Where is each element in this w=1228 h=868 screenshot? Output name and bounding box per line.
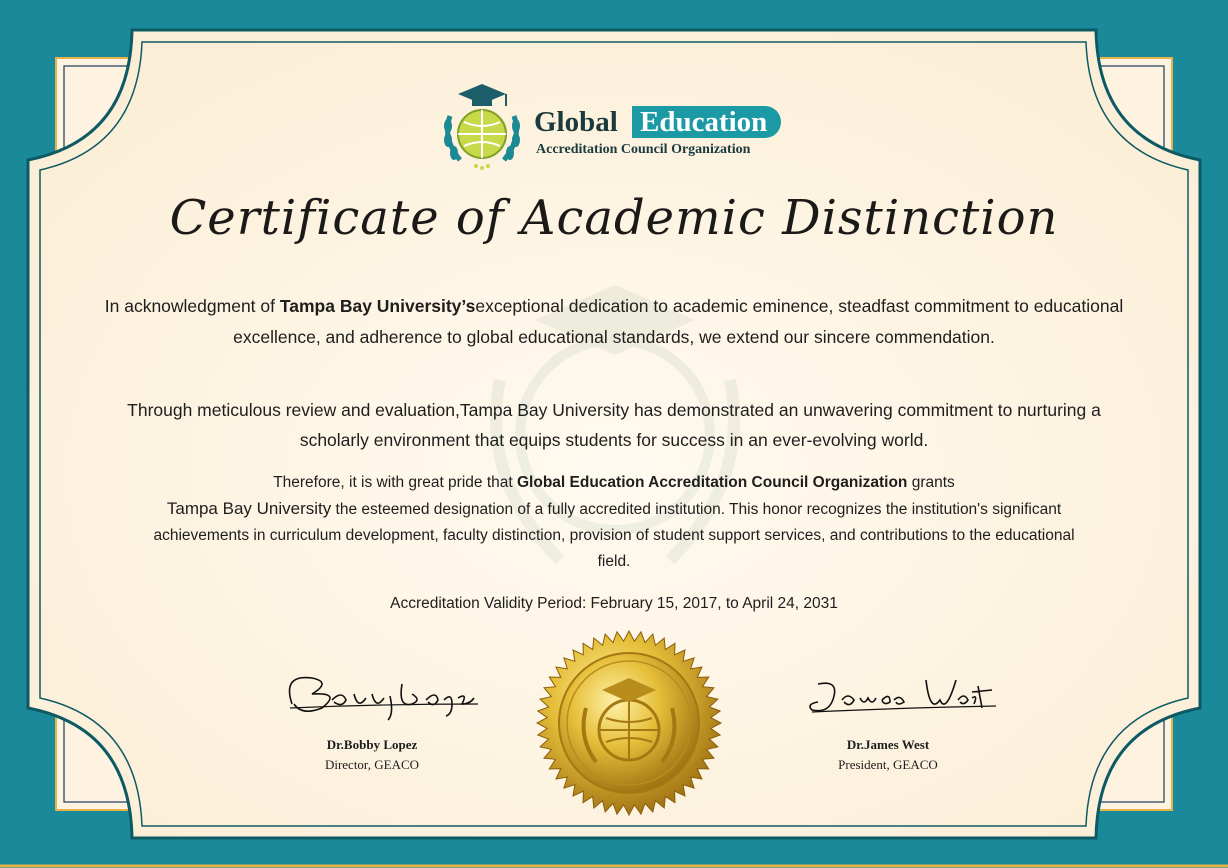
p3-organization: Global Education Accreditation Council Organization: [517, 474, 908, 491]
p2-pre: Through meticulous review and evaluation,: [127, 400, 460, 420]
p2-post: has demonstrated an unwavering commitment to nurturing a scholarly environment that equips students for success in an ever-evolving world.: [299, 400, 1101, 450]
signer-name-left: Dr.Bobby Lopez: [326, 737, 418, 752]
signature-block-left: [242, 664, 502, 773]
signer-role-left: Director, GEACO: [324, 757, 420, 772]
logo: [436, 76, 796, 172]
signature-block-right: [758, 664, 1018, 773]
p1-post: exceptional dedication to academic eminence, steadfast commitment to educational excellence, and adherence to global educational standards, we extend our sincere commendation.: [233, 296, 1124, 347]
p1-institution: Tampa Bay University’s: [279, 296, 476, 316]
signer-name-right: Dr.James West: [846, 737, 930, 752]
p3-mid: grants: [907, 474, 955, 491]
gold-seal-icon: [534, 628, 724, 818]
logo-word-education: Education: [632, 106, 781, 138]
handwritten-signature-james-west: [778, 664, 998, 724]
p2-institution: Tampa Bay University: [459, 400, 630, 420]
paragraph-review: [100, 395, 1128, 455]
paragraph-grant: [150, 470, 1078, 575]
p3-pre: Therefore, it is with great pride that: [273, 474, 517, 491]
signer-role-right: President, GEACO: [838, 757, 938, 772]
logo-subtitle: Accreditation Council Organization: [536, 142, 751, 157]
paragraph-acknowledgment: [100, 291, 1128, 353]
certificate-title: Certificate of Academic Distinction: [169, 190, 1059, 246]
handwritten-signature-bobby-lopez: [262, 664, 482, 724]
p3-institution: Tampa Bay University: [166, 499, 332, 518]
validity-period: Accreditation Validity Period: February 15, 2017, to April 24, 2031: [390, 595, 838, 612]
p1-pre: In acknowledgment of: [104, 296, 280, 316]
logo-word-global: Global: [534, 106, 618, 138]
graduation-globe-laurel-icon: [436, 76, 528, 172]
p3-post: the esteemed designation of a fully accredited institution. This honor recognizes the institution's significant achievements in curriculum development, faculty distinction, provision of student support services, and contributions to the educational field.: [153, 501, 1075, 570]
